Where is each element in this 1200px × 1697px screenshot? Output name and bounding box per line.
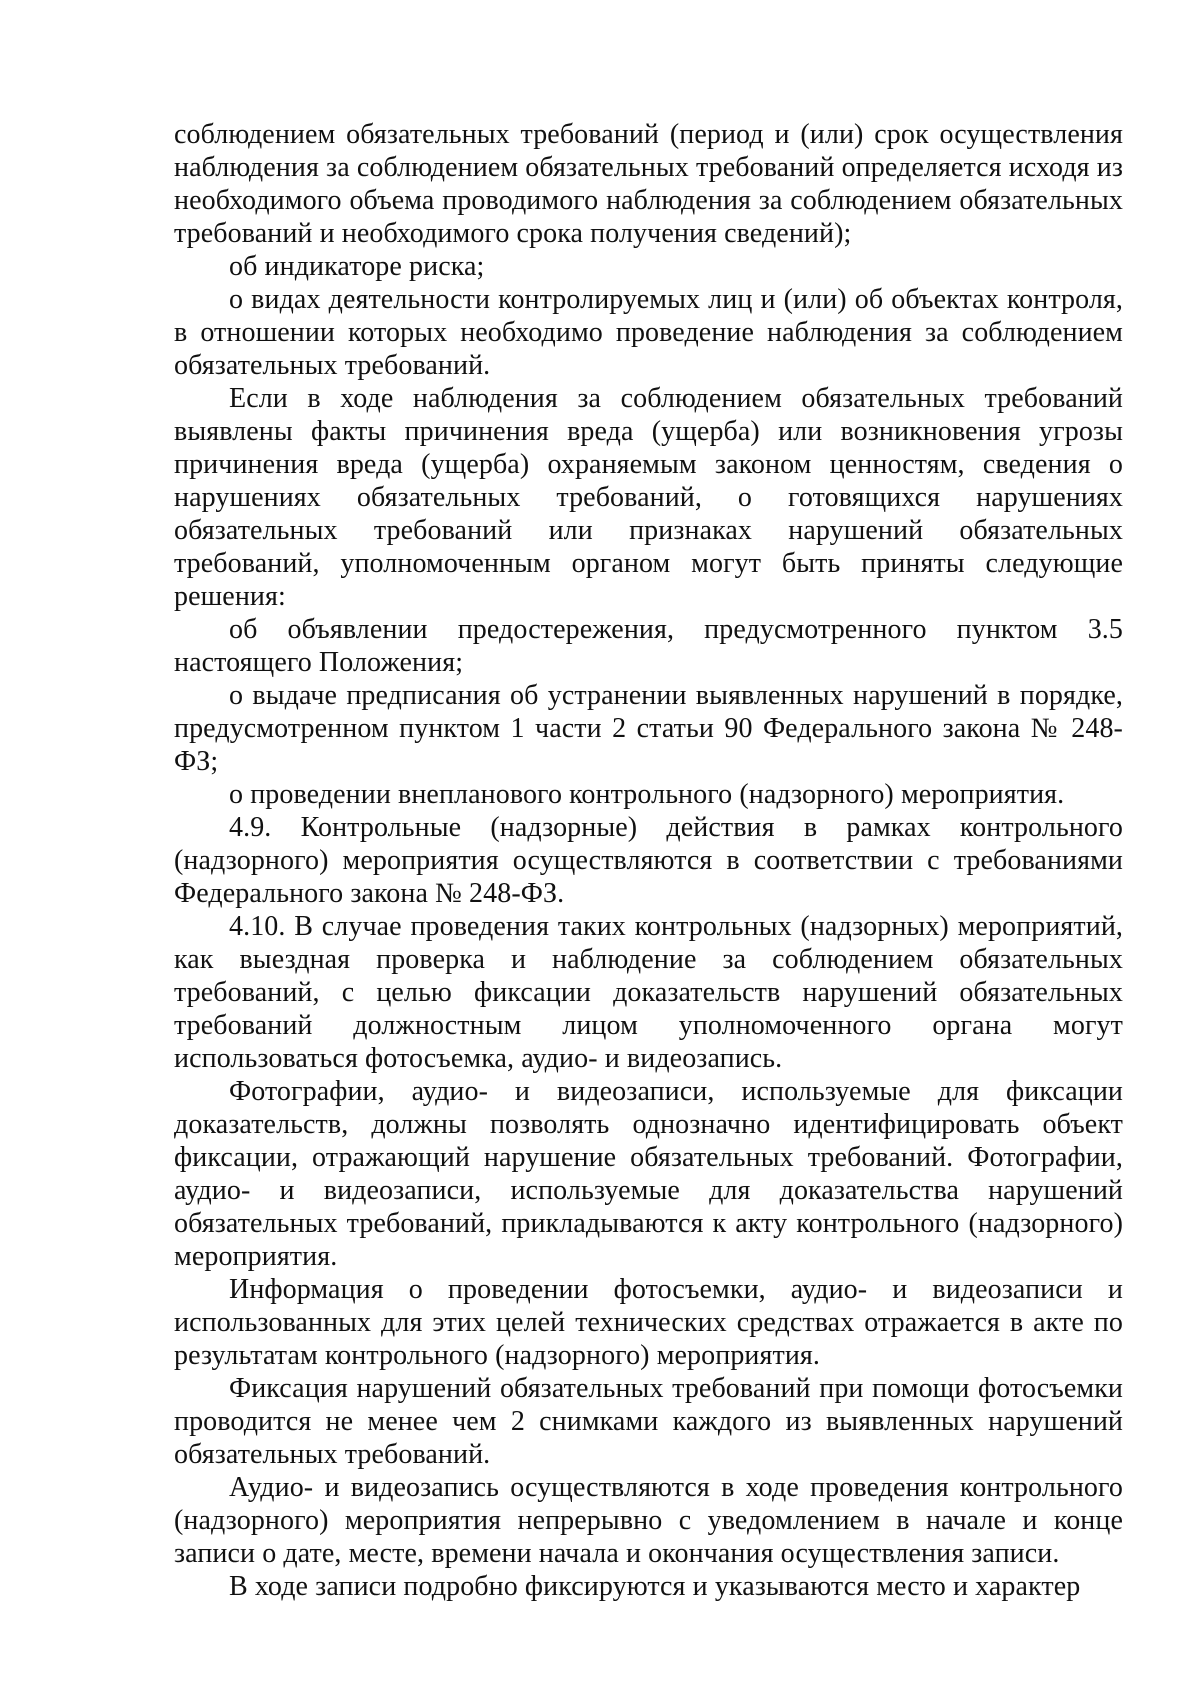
paragraph-harm-detected: Если в ходе наблюдения за соблюдением обязательных требований выявлены факты причинения вреда (ущерба) или возникновения угрозы причинения вреда (ущерба) охраняемым законом ценностям, сведения о нарушениях обязательных требований, о готовящихся нарушениях обязательных требований или признаках нарушений обязательных требований, уполномоченным органом могут быть приняты следующие решения: [174, 383, 1123, 612]
paragraph-recording-details: В ходе записи подробно фиксируются и указываются место и характер [229, 1571, 1081, 1602]
paragraph-unscheduled-decision: о проведении внепланового контрольного (надзорного) мероприятия. [229, 779, 1065, 810]
paragraph-audio-video-recording: Аудио- и видеозапись осуществляются в ходе проведения контрольного (надзорного) мероприятия непрерывно с уведомлением в начале и конце записи о дате, месте, времени начала и окончания осуществления записи. [174, 1472, 1123, 1569]
paragraph-activity-types: о видах деятельности контролируемых лиц и (или) об объектах контроля, в отношении которых необходимо проведение наблюдения за соблюдением обязательных требований. [174, 284, 1123, 381]
paragraph-photos-video: Фотографии, аудио- и видеозаписи, используемые для фиксации доказательств, должны позволять однозначно идентифицировать объект фиксации, отражающий нарушение обязательных требований. Фотографии, аудио- и видеозаписи, используемые для доказательства нарушений обязательных требований, прикладываются к акту контрольного (надзорного) мероприятия. [174, 1076, 1123, 1272]
paragraph-risk-indicator: об индикаторе риска; [229, 251, 485, 282]
paragraph-clause-4-9: 4.9. Контрольные (надзорные) действия в рамках контрольного (надзорного) мероприятия осуществляются в соответствии с требованиями Федерального закона № 248-ФЗ. [174, 812, 1123, 909]
paragraph-continuation: соблюдением обязательных требований (период и (или) срок осуществления наблюдения за соблюдением обязательных требований определяется исходя из необходимого объема проводимого наблюдения за соблюдением обязательных требований и необходимого срока получения сведений); [174, 119, 1123, 249]
document-page [174, 118, 1123, 1603]
paragraph-clause-4-10: 4.10. В случае проведения таких контрольных (надзорных) мероприятий, как выездная проверка и наблюдение за соблюдением обязательных требований, с целью фиксации доказательств нарушений обязательных требований должностным лицом уполномоченного органа могут использоваться фотосъемка, аудио- и видеозапись. [174, 911, 1123, 1074]
paragraph-order-decision: о выдаче предписания об устранении выявленных нарушений в порядке, предусмотренном пунктом 1 части 2 статьи 90 Федерального закона № 248-ФЗ; [174, 680, 1123, 777]
paragraph-recording-info: Информация о проведении фотосъемки, аудио- и видеозаписи и использованных для этих целей технических средствах отражается в акте по результатам контрольного (надзорного) мероприятия. [174, 1274, 1123, 1371]
paragraph-warning-decision: об объявлении предостережения, предусмотренного пунктом 3.5 настоящего Положения; [174, 614, 1123, 678]
paragraph-photo-fixation: Фиксация нарушений обязательных требований при помощи фотосъемки проводится не менее чем 2 снимками каждого из выявленных нарушений обязательных требований. [174, 1373, 1123, 1470]
